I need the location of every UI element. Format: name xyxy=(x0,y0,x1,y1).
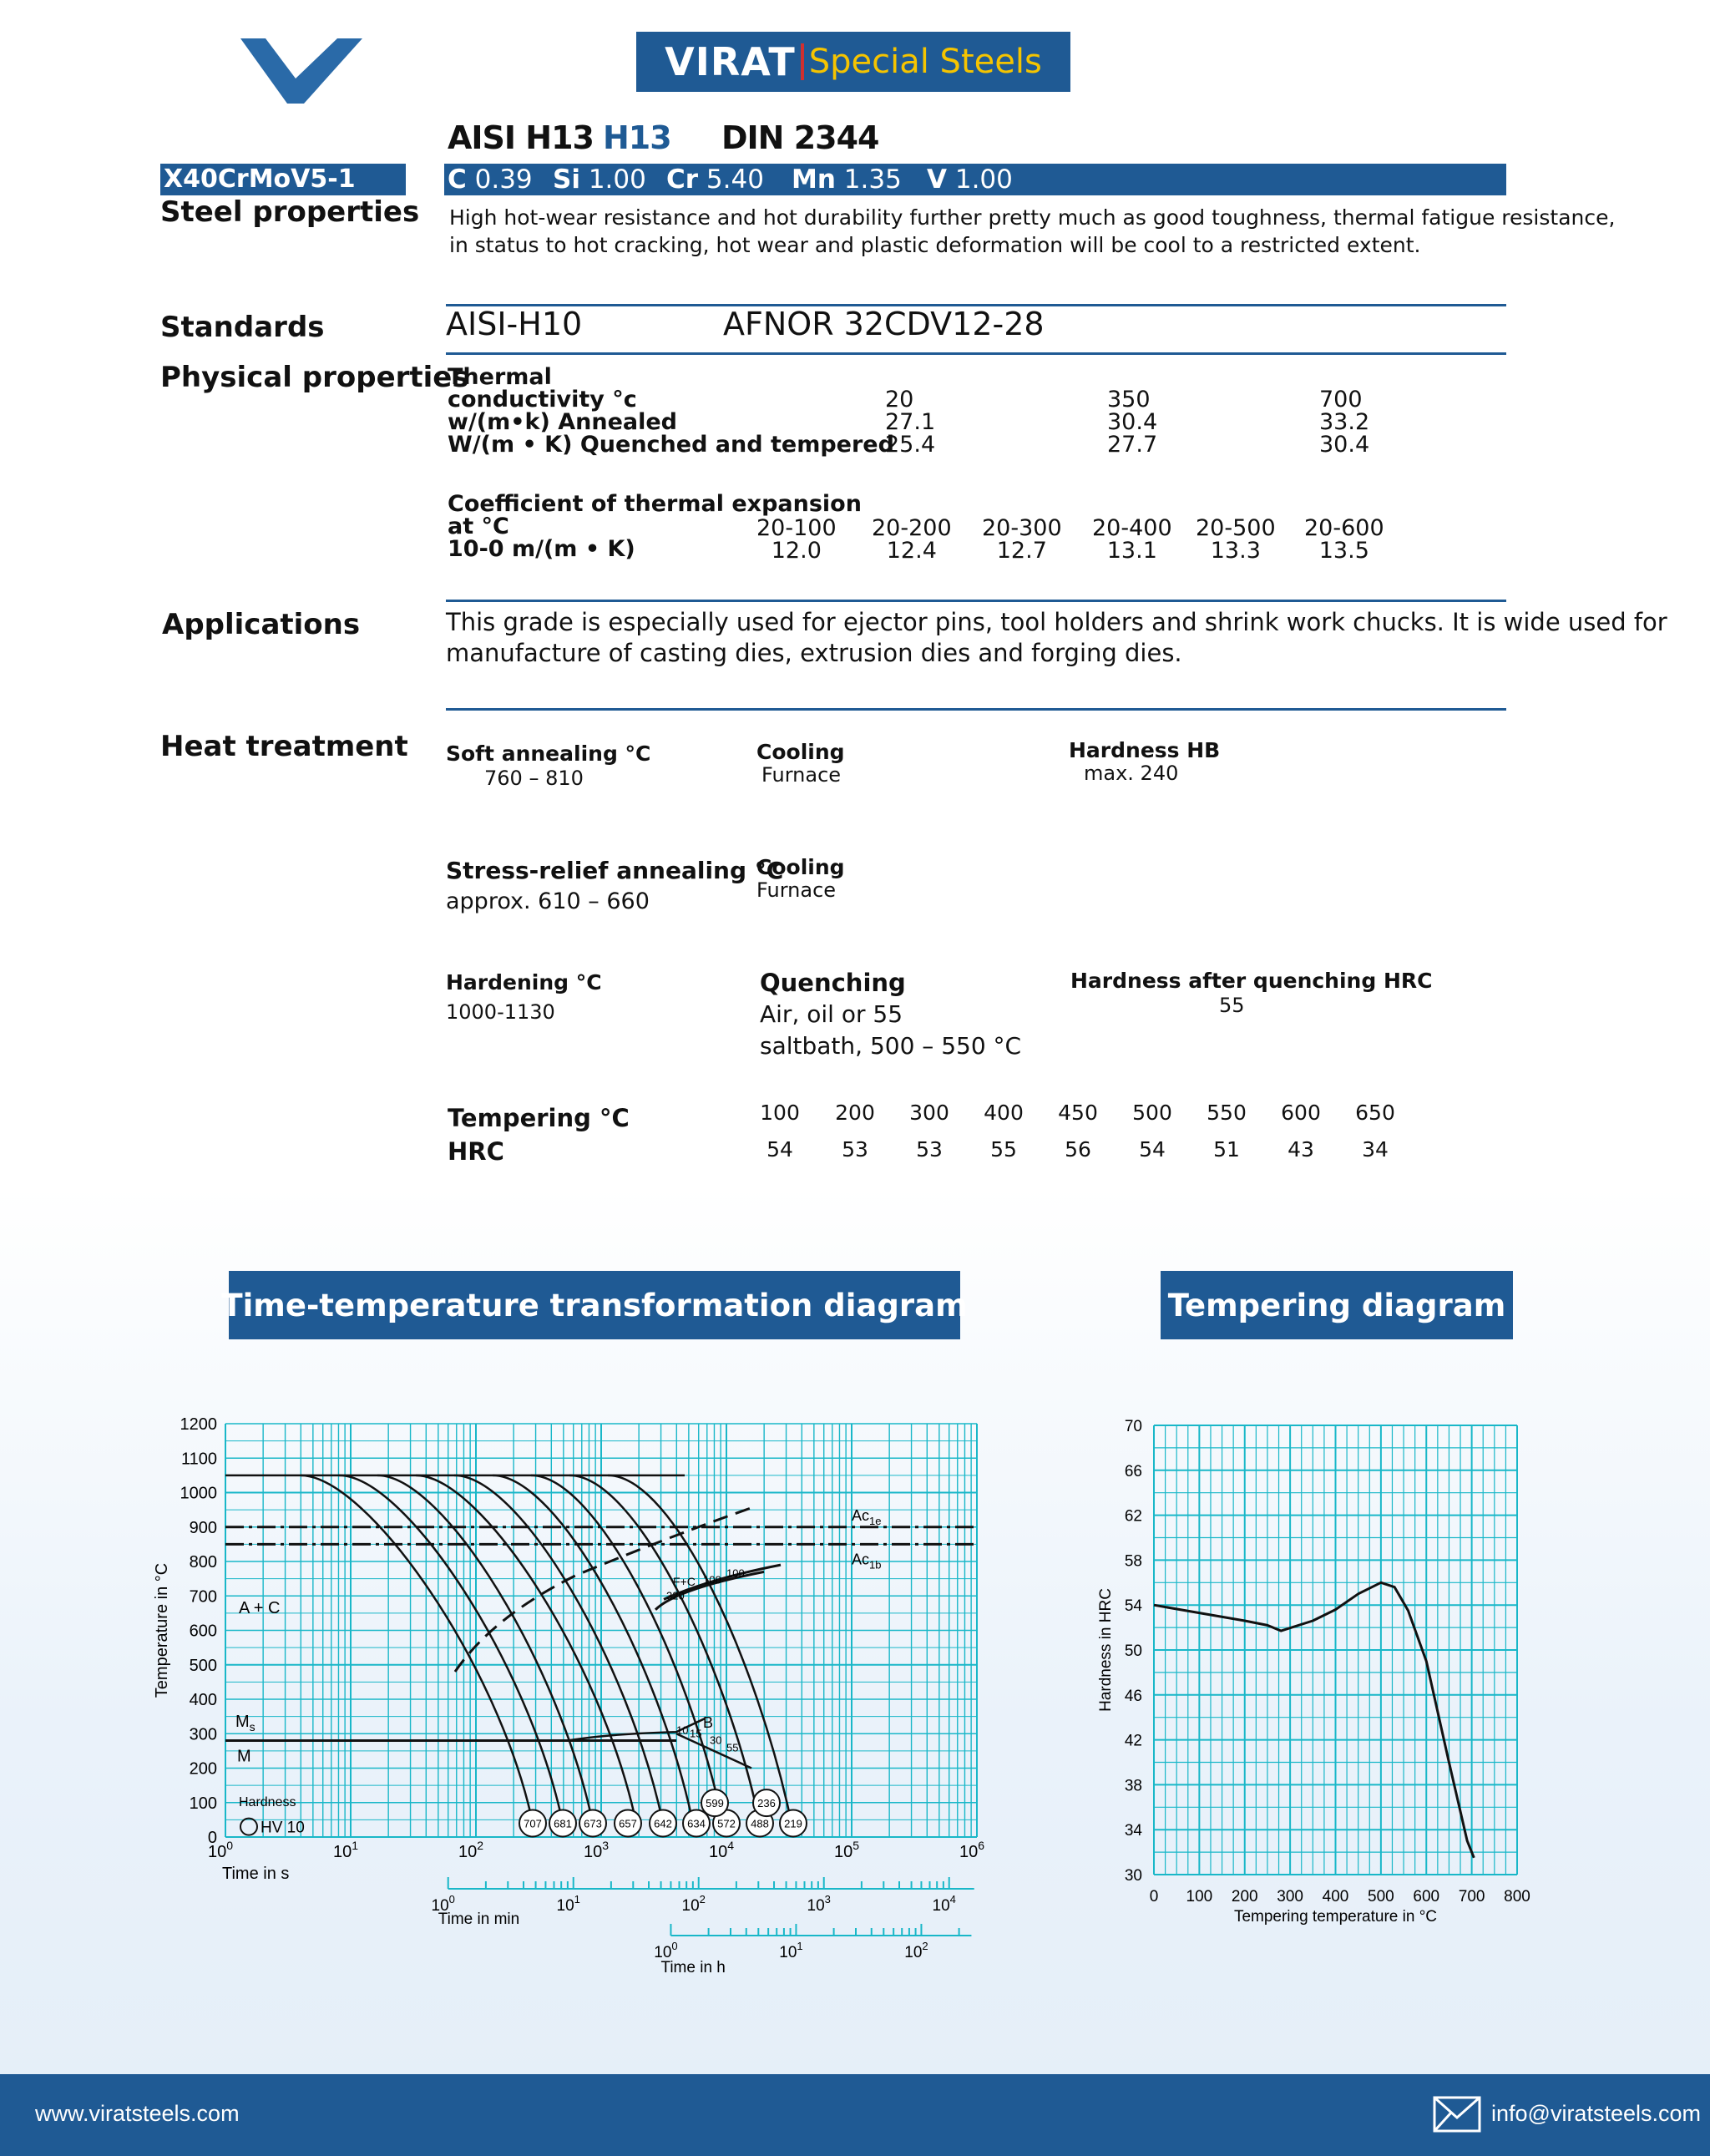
tempering-temp: 300 xyxy=(909,1101,949,1125)
tc-col-20 xyxy=(885,388,935,456)
comp-val-cr: 5.40 xyxy=(706,164,764,195)
stress-relief-value: approx. 610 – 660 xyxy=(446,888,650,914)
hv-value: 488 xyxy=(751,1817,769,1830)
brand-name: VIRAT xyxy=(665,39,796,84)
cooling-label: Cooling xyxy=(756,740,845,764)
ce-col xyxy=(1304,517,1384,562)
composition-bar xyxy=(444,164,1506,195)
tempering-hrc: 53 xyxy=(842,1137,868,1162)
x-tick-exp: 0 xyxy=(226,1839,234,1852)
virat-logo xyxy=(240,33,366,109)
tc-col-700 xyxy=(1319,388,1369,456)
x-tick-label: $10^3$ xyxy=(583,1839,610,1861)
sub-axis-exp: 1 xyxy=(574,1893,580,1905)
tempering-hrc: 43 xyxy=(1288,1137,1314,1162)
x-axis-label: Tempering temperature in °C xyxy=(1233,1908,1438,1926)
comp-el-si: Si xyxy=(553,164,580,195)
applications-line2: manufacture of casting dies, extrusion dies and forging dies. xyxy=(446,639,1182,667)
hv-value: 707 xyxy=(524,1817,542,1830)
phase-label-b: B xyxy=(703,1713,714,1731)
ce-line1: Coefficient of thermal expansion xyxy=(448,491,862,517)
standard-afnor: AFNOR 32CDV12-28 xyxy=(723,306,1045,342)
tc-line3: w/(m•k) Annealed xyxy=(448,409,677,435)
hv-value: 673 xyxy=(584,1817,602,1830)
soft-annealing-value: 760 – 810 xyxy=(484,767,584,790)
x-tick-label: $10^1$ xyxy=(332,1839,359,1861)
standard-aisi: AISI-H10 xyxy=(446,306,583,342)
curve-label: 10 xyxy=(676,1723,689,1737)
hrc-label: HRC xyxy=(448,1137,504,1166)
thermal-conductivity-label xyxy=(448,366,894,456)
sub-axis-exp: 0 xyxy=(448,1893,455,1905)
comp-el-v: V xyxy=(927,164,947,195)
hv-value: 572 xyxy=(717,1817,736,1830)
ac1e-label: $Ac_{1e}$ xyxy=(852,1506,882,1527)
ce-col xyxy=(1092,517,1172,562)
x-tick-label: 100 xyxy=(1186,1888,1213,1905)
grade-aisi: AISI H13 xyxy=(448,119,594,156)
y-tick-label: 700 xyxy=(189,1587,217,1607)
sub-axis-title: Time in h xyxy=(660,1959,726,1976)
curve-label: 100 xyxy=(703,1573,721,1587)
sub-axis-exp: 4 xyxy=(949,1893,956,1905)
x-tick-exp: 5 xyxy=(852,1839,860,1852)
divider xyxy=(446,600,1506,602)
hardening-label: Hardening °C xyxy=(446,970,602,994)
ce-value: 13.3 xyxy=(1210,538,1261,564)
grade-short: H13 xyxy=(603,119,671,156)
cooling-label: Cooling xyxy=(756,855,845,879)
ce-range: 20-300 xyxy=(982,515,1062,541)
ce-line3: 10-0 m/(m • K) xyxy=(448,536,635,562)
ce-col xyxy=(1196,517,1276,562)
y-tick-label: 800 xyxy=(189,1553,217,1571)
sub-axis-exp: 0 xyxy=(671,1940,678,1952)
y-tick-label: 100 xyxy=(189,1794,217,1813)
curve-label: 100 xyxy=(726,1566,745,1580)
sub-axis-label: $10^3$ xyxy=(807,1893,831,1915)
ce-col xyxy=(982,517,1062,562)
curve-label: 320 xyxy=(666,1589,685,1602)
y-tick-label: 66 xyxy=(1124,1462,1142,1480)
x-tick-label: 300 xyxy=(1277,1888,1303,1905)
cooling-value: Furnace xyxy=(761,763,842,787)
ttt-title: Time-temperature transformation diagram xyxy=(229,1271,960,1339)
quenching-line1: Air, oil or 55 xyxy=(760,1000,903,1028)
tc-line4: W/(m • K) Quenched and tempered xyxy=(448,432,894,458)
hv-value-top: 236 xyxy=(757,1797,776,1810)
ce-value: 13.1 xyxy=(1106,538,1157,564)
brand-badge xyxy=(636,32,1070,92)
y-tick-label: 34 xyxy=(1124,1822,1142,1840)
hv-legend-circle xyxy=(240,1819,257,1835)
tempering-temp: 550 xyxy=(1207,1101,1247,1125)
comp-val-si: 1.00 xyxy=(588,164,646,195)
comp-el-cr: Cr xyxy=(666,164,699,195)
ac1b-label: $Ac_{1b}$ xyxy=(852,1551,882,1571)
hardness-hb-label: Hardness HB xyxy=(1069,738,1221,762)
steel-properties-line2: in status to hot cracking, hot wear and plastic deformation will be cool to a restricted extent. xyxy=(449,233,1421,257)
tempering-temp: 400 xyxy=(984,1101,1024,1125)
ce-range: 20-100 xyxy=(756,515,837,541)
y-tick-label: 1100 xyxy=(180,1450,217,1469)
ms-sub: s xyxy=(249,1720,255,1733)
ce-col xyxy=(756,517,837,562)
x-tick-exp: 4 xyxy=(727,1839,735,1852)
x-tick-label: 200 xyxy=(1231,1888,1258,1905)
ce-col xyxy=(872,517,952,562)
tc-line1: Thermal xyxy=(448,364,552,390)
ce-range: 20-400 xyxy=(1092,515,1172,541)
footer-website[interactable]: www.viratsteels.com xyxy=(35,2101,240,2126)
x-tick-label: 800 xyxy=(1504,1888,1530,1905)
tempering-label: Tempering °C xyxy=(448,1104,630,1132)
sub-axis-title: Time in min xyxy=(438,1911,520,1928)
tc-line2: conductivity °c xyxy=(448,387,637,412)
tc-value: 700 xyxy=(1319,387,1363,412)
x-tick-exp: 3 xyxy=(602,1839,610,1852)
hardness-legend-label: Hardness xyxy=(239,1794,296,1809)
comp-el-c: C xyxy=(448,164,467,195)
standards-label: Standards xyxy=(160,311,325,344)
x-tick-label: $10^2$ xyxy=(458,1839,484,1861)
ce-range: 20-200 xyxy=(872,515,952,541)
y-tick-label: 46 xyxy=(1124,1687,1142,1705)
curve-label: 15 xyxy=(690,1727,702,1740)
hv-value: 219 xyxy=(784,1817,802,1830)
hardness-after-quenching-value: 55 xyxy=(1219,994,1245,1017)
tc-value: 25.4 xyxy=(885,432,936,458)
divider xyxy=(446,708,1506,711)
y-tick-label: 38 xyxy=(1124,1777,1142,1795)
phase-label-fc: F+C xyxy=(673,1574,696,1588)
grade-din: DIN 2344 xyxy=(721,119,879,156)
y-tick-label: 70 xyxy=(1124,1418,1142,1435)
phase-label-m: M xyxy=(237,1747,251,1766)
grade-designation: X40CrMoV5-1 xyxy=(160,164,406,195)
tc-value: 27.1 xyxy=(885,409,936,435)
tempering-temp: 200 xyxy=(835,1101,875,1125)
tempering-diagram-title: Tempering diagram xyxy=(1161,1271,1513,1339)
comp-val-mn: 1.35 xyxy=(843,164,902,195)
tempering-hrc: 51 xyxy=(1213,1137,1240,1162)
ce-value: 12.0 xyxy=(771,538,822,564)
y-tick-label: 62 xyxy=(1124,1507,1142,1526)
physical-properties-label: Physical properties xyxy=(160,361,469,394)
tempering-temp: 100 xyxy=(760,1101,800,1125)
y-tick-label: 600 xyxy=(189,1622,217,1641)
hv-value: 642 xyxy=(654,1817,672,1830)
sub-axis-label: $10^2$ xyxy=(904,1940,928,1961)
y-axis-label: Hardness in HRC xyxy=(1097,1588,1115,1712)
y-tick-label: 900 xyxy=(189,1518,217,1537)
x-tick-label: $10^0$ xyxy=(207,1839,234,1861)
tc-value: 20 xyxy=(885,387,914,412)
hv-value: 634 xyxy=(687,1817,706,1830)
ce-value: 12.4 xyxy=(886,538,937,564)
y-tick-label: 30 xyxy=(1124,1867,1142,1885)
quenching-line2: saltbath, 500 – 550 °C xyxy=(760,1032,1022,1060)
steel-properties-line1: High hot-wear resistance and hot durability further pretty much as good toughness, thermal fatigue resistance, xyxy=(449,205,1616,230)
sub-axis-label: $10^0$ xyxy=(654,1940,678,1961)
tc-col-350 xyxy=(1107,388,1157,456)
tempering-hrc: 54 xyxy=(766,1137,793,1162)
footer xyxy=(0,2074,1710,2156)
y-tick-label: 42 xyxy=(1124,1732,1142,1750)
y-tick-label: 1000 xyxy=(180,1484,217,1503)
sub-axis-label: $10^1$ xyxy=(779,1940,803,1961)
y-axis-label: Temperature in °C xyxy=(153,1562,171,1698)
sub-axis-exp: 3 xyxy=(824,1893,831,1905)
tempering-hrc: 54 xyxy=(1139,1137,1166,1162)
footer-email[interactable]: info@viratsteels.com xyxy=(1491,2101,1701,2126)
tempering-temp: 600 xyxy=(1281,1101,1321,1125)
y-tick-label: 1200 xyxy=(180,1415,217,1434)
ce-value: 13.5 xyxy=(1318,538,1369,564)
ttt-diagram xyxy=(142,1403,1010,2021)
mail-icon xyxy=(1433,2096,1481,2133)
comp-val-c: 0.39 xyxy=(474,164,533,195)
soft-annealing-label: Soft annealing °C xyxy=(446,741,651,766)
hv-value: 681 xyxy=(554,1817,572,1830)
applications-label: Applications xyxy=(162,608,361,641)
tc-value: 33.2 xyxy=(1319,409,1370,435)
curve-label: 55 xyxy=(726,1741,739,1754)
sub-axis-exp: 2 xyxy=(699,1893,706,1905)
x-tick-label: 700 xyxy=(1458,1888,1485,1905)
y-tick-label: 500 xyxy=(189,1656,217,1675)
sub-axis-label: $10^0$ xyxy=(431,1893,455,1915)
hardness-hb-value: max. 240 xyxy=(1084,762,1179,785)
tc-value: 30.4 xyxy=(1107,409,1158,435)
brand-divider xyxy=(801,43,804,80)
tempering-hrc: 56 xyxy=(1065,1137,1091,1162)
x-tick-label: $10^6$ xyxy=(959,1839,985,1861)
y-tick-label: 58 xyxy=(1124,1552,1142,1571)
hv-legend-label: HV 10 xyxy=(261,1819,305,1837)
cooling-value: Furnace xyxy=(756,878,837,902)
hardness-after-quenching-label: Hardness after quenching HRC xyxy=(1070,969,1433,993)
x-tick-exp: 6 xyxy=(978,1839,985,1852)
steel-properties-label: Steel properties xyxy=(160,195,420,229)
hv-value-top: 599 xyxy=(706,1797,724,1810)
sub-axis-label: $10^1$ xyxy=(556,1893,580,1915)
x-tick-exp: 1 xyxy=(352,1839,359,1852)
comp-el-mn: Mn xyxy=(792,164,836,195)
tempering-temp: 500 xyxy=(1132,1101,1172,1125)
hv-value: 657 xyxy=(619,1817,637,1830)
y-tick-label: 50 xyxy=(1124,1642,1142,1660)
y-tick-label: 400 xyxy=(189,1691,217,1709)
tc-value: 27.7 xyxy=(1107,432,1158,458)
applications-line1: This grade is especially used for ejector pins, tool holders and shrink work chucks. It is wide used for xyxy=(446,608,1667,636)
x-tick-label: $10^5$ xyxy=(833,1839,860,1861)
x-tick-exp: 2 xyxy=(477,1839,484,1852)
divider xyxy=(446,352,1506,355)
tempering-hrc: 53 xyxy=(916,1137,943,1162)
brand-tagline: Special Steels xyxy=(808,43,1042,81)
x-tick-label: 500 xyxy=(1368,1888,1394,1905)
ce-value: 12.7 xyxy=(996,538,1047,564)
tc-value: 350 xyxy=(1107,387,1151,412)
ce-range: 20-600 xyxy=(1304,515,1384,541)
sub-axis-label: $10^4$ xyxy=(932,1893,956,1915)
sub-axis-exp: 1 xyxy=(797,1940,803,1952)
tempering-temp: 650 xyxy=(1355,1101,1395,1125)
tempering-hrc: 55 xyxy=(990,1137,1017,1162)
x-axis-label-seconds: Time in s xyxy=(222,1865,290,1883)
ce-range: 20-500 xyxy=(1196,515,1276,541)
stress-relief-label: Stress-relief annealing °C xyxy=(446,857,784,884)
ce-line2: at °C xyxy=(448,514,509,539)
tempering-hrc: 34 xyxy=(1362,1137,1389,1162)
tempering-temp: 450 xyxy=(1058,1101,1098,1125)
y-tick-label: 300 xyxy=(189,1725,217,1744)
comp-val-v: 1.00 xyxy=(954,164,1013,195)
y-tick-label: 0 xyxy=(207,1829,217,1847)
x-tick-label: 600 xyxy=(1413,1888,1440,1905)
tempering-chart xyxy=(1085,1403,1536,1937)
curve-label: 30 xyxy=(710,1733,722,1747)
x-tick-label: 0 xyxy=(1149,1888,1159,1905)
quenching-label: Quenching xyxy=(760,969,906,997)
x-tick-label: $10^4$ xyxy=(708,1839,735,1861)
sub-axis-exp: 2 xyxy=(922,1940,928,1952)
x-tick-label: 400 xyxy=(1322,1888,1349,1905)
ac1b-sub: 1b xyxy=(869,1558,882,1571)
sub-axis-label: $10^2$ xyxy=(681,1893,706,1915)
phase-label-ac: A + C xyxy=(239,1598,281,1617)
ac1e-sub: 1e xyxy=(869,1514,882,1527)
hardening-value: 1000-1130 xyxy=(446,1000,555,1024)
y-tick-label: 54 xyxy=(1124,1597,1142,1616)
heat-treatment-label: Heat treatment xyxy=(160,730,408,763)
y-tick-label: 200 xyxy=(189,1759,217,1779)
tc-value: 30.4 xyxy=(1319,432,1370,458)
phase-label-ms: $M_s$ xyxy=(235,1713,255,1733)
